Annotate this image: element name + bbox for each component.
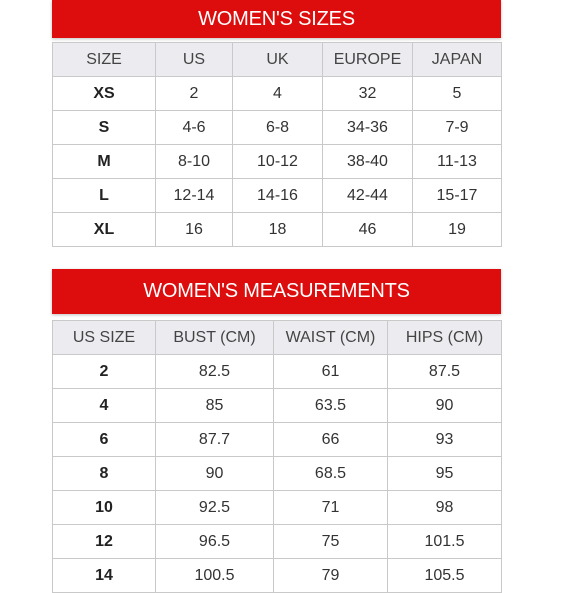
japan-size-cell: 11-13 — [413, 145, 502, 179]
table-row — [53, 491, 502, 525]
us-size-label: 14 — [53, 559, 156, 593]
japan-size-cell: 5 — [413, 77, 502, 111]
table-row — [53, 179, 502, 213]
japan-size-cell: 7-9 — [413, 111, 502, 145]
us-size-cell: 12-14 — [156, 179, 233, 213]
column-header-uk: UK — [233, 43, 323, 77]
waist-cell: 61 — [274, 355, 388, 389]
europe-size-cell: 32 — [323, 77, 413, 111]
table-row — [53, 389, 502, 423]
waist-cell: 66 — [274, 423, 388, 457]
size-label: S — [53, 111, 156, 145]
size-label: L — [53, 179, 156, 213]
table-header-row — [53, 321, 502, 355]
us-size-cell: 4-6 — [156, 111, 233, 145]
europe-size-cell: 42-44 — [323, 179, 413, 213]
us-size-cell: 16 — [156, 213, 233, 247]
bust-cell: 92.5 — [156, 491, 274, 525]
hips-cell: 90 — [388, 389, 502, 423]
column-header-us: US — [156, 43, 233, 77]
us-size-label: 6 — [53, 423, 156, 457]
womens-sizes-title: WOMEN'S SIZES — [52, 0, 501, 38]
us-size-cell: 2 — [156, 77, 233, 111]
bust-cell: 87.7 — [156, 423, 274, 457]
us-size-label: 8 — [53, 457, 156, 491]
hips-cell: 95 — [388, 457, 502, 491]
uk-size-cell: 14-16 — [233, 179, 323, 213]
hips-cell: 93 — [388, 423, 502, 457]
womens-measurements-panel — [52, 269, 501, 593]
size-label: XL — [53, 213, 156, 247]
column-header-hips: HIPS (CM) — [388, 321, 502, 355]
us-size-label: 4 — [53, 389, 156, 423]
us-size-label: 12 — [53, 525, 156, 559]
hips-cell: 87.5 — [388, 355, 502, 389]
column-header-japan: JAPAN — [413, 43, 502, 77]
table-row — [53, 111, 502, 145]
us-size-cell: 8-10 — [156, 145, 233, 179]
table-row — [53, 559, 502, 593]
bust-cell: 82.5 — [156, 355, 274, 389]
womens-sizes-table — [52, 42, 502, 247]
column-header-bust: BUST (CM) — [156, 321, 274, 355]
bust-cell: 90 — [156, 457, 274, 491]
table-row — [53, 77, 502, 111]
waist-cell: 68.5 — [274, 457, 388, 491]
table-row — [53, 213, 502, 247]
europe-size-cell: 46 — [323, 213, 413, 247]
womens-measurements-title: WOMEN'S MEASUREMENTS — [52, 269, 501, 314]
waist-cell: 79 — [274, 559, 388, 593]
uk-size-cell: 4 — [233, 77, 323, 111]
table-header-row — [53, 43, 502, 77]
uk-size-cell: 6-8 — [233, 111, 323, 145]
size-label: M — [53, 145, 156, 179]
column-header-size: SIZE — [53, 43, 156, 77]
waist-cell: 63.5 — [274, 389, 388, 423]
bust-cell: 96.5 — [156, 525, 274, 559]
europe-size-cell: 38-40 — [323, 145, 413, 179]
table-row — [53, 525, 502, 559]
us-size-label: 10 — [53, 491, 156, 525]
hips-cell: 105.5 — [388, 559, 502, 593]
hips-cell: 98 — [388, 491, 502, 525]
table-row — [53, 355, 502, 389]
size-label: XS — [53, 77, 156, 111]
europe-size-cell: 34-36 — [323, 111, 413, 145]
bust-cell: 85 — [156, 389, 274, 423]
waist-cell: 71 — [274, 491, 388, 525]
bust-cell: 100.5 — [156, 559, 274, 593]
uk-size-cell: 10-12 — [233, 145, 323, 179]
table-row — [53, 457, 502, 491]
uk-size-cell: 18 — [233, 213, 323, 247]
waist-cell: 75 — [274, 525, 388, 559]
japan-size-cell: 15-17 — [413, 179, 502, 213]
hips-cell: 101.5 — [388, 525, 502, 559]
us-size-label: 2 — [53, 355, 156, 389]
column-header-us-size: US SIZE — [53, 321, 156, 355]
japan-size-cell: 19 — [413, 213, 502, 247]
column-header-europe: EUROPE — [323, 43, 413, 77]
womens-sizes-panel — [52, 0, 501, 247]
womens-measurements-table — [52, 320, 502, 593]
table-row — [53, 145, 502, 179]
table-row — [53, 423, 502, 457]
column-header-waist: WAIST (CM) — [274, 321, 388, 355]
